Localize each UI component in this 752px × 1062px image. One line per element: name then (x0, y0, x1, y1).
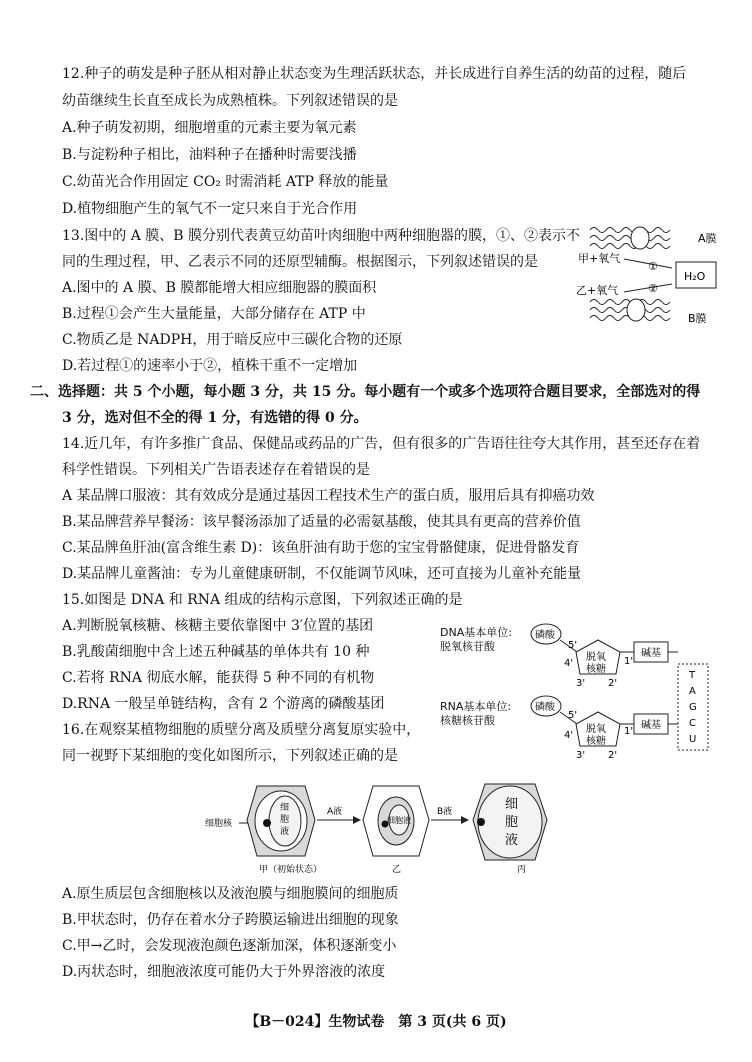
q12-option-b: B.与淀粉种子相比，油料种子在播种时需要浅播 (62, 147, 357, 163)
rna-c3: 3' (576, 750, 586, 760)
label-b-solution: B液 (437, 807, 453, 817)
q14-stem-line2: 科学性错误。下列相关广告语表述存在着错误的是 (62, 462, 370, 478)
bing-vacuole-text-2: 胞 (505, 815, 519, 830)
arrow-a-head (353, 816, 361, 824)
membrane-b-bilayer (590, 299, 670, 321)
label-dna-unit-name: 脱氧核苷酸 (440, 640, 495, 653)
rna-c2: 2' (608, 750, 618, 760)
cell-bing-nucleus (477, 818, 485, 826)
q14-option-b: B.某品牌营养早餐汤：该早餐汤添加了适量的必需氨基酸，使其具有更高的营养价值 (62, 514, 581, 530)
dna-c3: 3' (576, 678, 586, 689)
q12-option-d: D.植物细胞产生的氧气不一定只来自于光合作用 (62, 201, 358, 217)
q13-stem-line1: 13.图中的 A 膜、B 膜分别代表黄豆幼苗叶肉细胞中两种细胞器的膜，①、②表示不 (62, 228, 581, 244)
section2-heading-line2: 3 分，选对但不全的得 1 分，有选错的得 0 分。 (62, 410, 368, 426)
base-t: T (689, 670, 696, 681)
q16-option-c: C.甲→乙时，会发现液泡颜色逐渐加深，体积逐渐变小 (62, 938, 397, 954)
q15-option-a: A.判断脱氧核糖、核糖主要依靠图中 3′位置的基团 (62, 618, 374, 634)
q15-stem: 15.如图是 DNA 和 RNA 组成的结构示意图，下列叙述正确的是 (62, 592, 463, 608)
q15-option-c: C.若将 RNA 彻底水解，能获得 5 种不同的有机物 (62, 670, 375, 686)
rna-sugar-label-1: 脱氧 (586, 724, 606, 735)
rna-c1: 1' (624, 726, 634, 737)
q13-membrane-figure (572, 222, 722, 332)
q15-nucleotide-figure (440, 618, 722, 760)
rna-c4: 4' (564, 730, 574, 741)
q13-option-d: D.若过程①的速率小于②，植株干重不一定增加 (62, 358, 358, 374)
q12-option-a: A.种子萌发初期，细胞增重的元素主要为氧元素 (62, 120, 357, 136)
base-u: U (689, 734, 697, 745)
dna-sugar-label-1: 脱氧 (586, 652, 606, 663)
rna-sugar-label-2: 核糖 (586, 736, 606, 747)
q12-stem-line2: 幼苗继续生长直至成长为成熟植株。下列叙述错误的是 (62, 93, 398, 109)
rna-phosphate-label: 磷酸 (535, 702, 555, 713)
q13-option-a: A.图中的 A 膜、B 膜都能增大相应细胞器的膜面积 (62, 280, 377, 296)
jia-vacuole-text-1: 细 (280, 803, 290, 813)
label-membrane-b: B膜 (688, 312, 707, 325)
label-yi-o2: 乙+氧气 (576, 284, 619, 297)
yi-vacuole-text: 细胞液 (387, 816, 411, 825)
q16-plasmolysis-figure (205, 780, 555, 878)
q13-option-c: C.物质乙是 NADPH，用于暗反应中三碳化合物的还原 (62, 332, 403, 348)
label-yi: 乙 (392, 865, 402, 875)
membrane-a-bilayer (590, 227, 670, 249)
q13-option-b: B.过程①会产生大量能量，大部分储存在 ATP 中 (62, 306, 366, 322)
label-jia-o2: 甲+氧气 (578, 252, 621, 265)
page-footer: 【B－024】生物试卷 第 3 页(共 6 页) (245, 1014, 507, 1030)
dna-c2: 2' (608, 678, 618, 689)
label-rna-unit-name: 核糖核苷酸 (440, 714, 495, 727)
label-process-2: ② (648, 282, 658, 295)
q12-stem-line1: 12.种子的萌发是种子胚从相对静止状态变为生理活跃状态，并长成进行自养生活的幼苗的过程，随后 (62, 66, 687, 82)
q16-option-d: D.丙状态时，细胞液浓度可能仍大于外界溶液的浓度 (62, 964, 386, 980)
label-h2o: H₂O (684, 270, 706, 283)
q15-option-d: D.RNA 一般呈单链结构，含有 2 个游离的磷酸基团 (62, 696, 385, 712)
rna-c5: 5' (568, 710, 578, 721)
dna-phosphate-label: 磷酸 (535, 630, 555, 641)
base-a: A (689, 686, 696, 697)
dna-c4: 4' (564, 658, 574, 669)
q13-stem-line2: 同的生理过程，甲、乙表示不同的还原型辅酶。根据图示，下列叙述错误的是 (62, 254, 538, 270)
base-c: C (689, 718, 696, 729)
q16-stem-line1: 16.在观察某植物细胞的质壁分离及质壁分离复原实验中， (62, 722, 421, 738)
dna-base-label: 碱基 (641, 648, 661, 659)
q12-option-c: C.幼苗光合作用固定 CO₂ 时需消耗 ATP 释放的能量 (62, 174, 389, 190)
dna-sugar-label-2: 核糖 (586, 664, 606, 675)
q14-option-d: D.某品牌儿童酱油：专为儿童健康研制，不仅能调节风味，还可直接为儿童补充能量 (62, 566, 582, 582)
label-nucleus: 细胞核 (205, 819, 233, 829)
label-a-solution: A液 (327, 807, 343, 817)
q16-option-a: A.原生质层包含细胞核以及液泡膜与细胞膜间的细胞质 (62, 886, 399, 902)
label-bing: 丙 (517, 865, 527, 875)
label-process-1: ① (648, 260, 658, 273)
arrow-b-head (461, 816, 469, 824)
jia-vacuole-text-3: 液 (280, 827, 290, 837)
jia-vacuole-text-2: 胞 (280, 815, 290, 825)
q14-option-a: A 某品牌口服液：其有效成分是通过基因工程技术生产的蛋白质，服用后具有抑癌功效 (62, 488, 595, 504)
label-membrane-a: A膜 (698, 232, 717, 245)
rna-base-label: 碱基 (641, 720, 661, 731)
cell-jia-nucleus (263, 819, 271, 827)
q15-option-b: B.乳酸菌细胞中含上述五种碱基的单体共有 10 种 (62, 644, 370, 660)
base-g: G (689, 702, 697, 713)
section2-heading-line1: 二、选择题：共 5 个小题，每小题 3 分，共 15 分。每小题有一个或多个选项符合题目要求，全部选对的得 (30, 384, 701, 400)
dna-c1: 1' (624, 656, 634, 667)
bing-vacuole-text-1: 细 (505, 797, 519, 812)
label-rna-unit: RNA基本单位: (440, 700, 512, 713)
dna-c5: 5' (568, 640, 578, 651)
label-jia: 甲（初始状态） (259, 865, 323, 875)
q16-stem-line2: 同一视野下某细胞的变化如图所示，下列叙述正确的是 (62, 748, 398, 764)
q14-stem-line1: 14.近几年，有许多推广食品、保健品或药品的广告，但有很多的广告语往往夸大其作用，甚至还存在着 (62, 436, 701, 452)
q14-option-c: C.某品牌鱼肝油(富含维生素 D)：该鱼肝油有助于您的宝宝骨骼健康，促进骨骼发育 (62, 540, 580, 556)
bing-vacuole-text-3: 液 (505, 833, 519, 848)
label-dna-unit: DNA基本单位: (440, 626, 512, 639)
q16-option-b: B.甲状态时，仍存在着水分子跨膜运输进出细胞的现象 (62, 912, 399, 928)
